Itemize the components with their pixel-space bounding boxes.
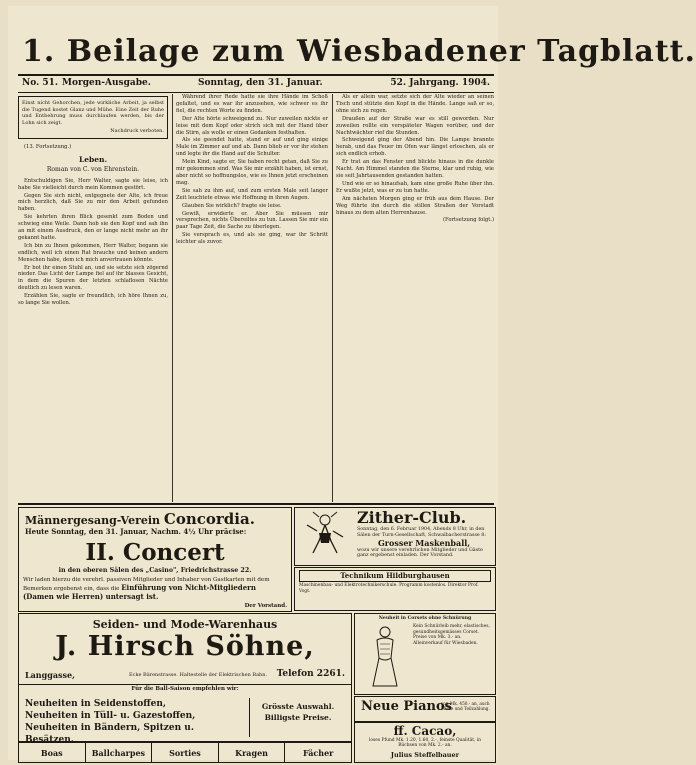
novelty-item: Neuheiten in Seidenstoffen, xyxy=(25,699,167,709)
piano-text: von Mk. 450.- an, auch Miete und Teilzahlung. xyxy=(441,701,490,712)
cacao-ad xyxy=(354,722,496,763)
accessory-row xyxy=(19,741,351,763)
novelty-item: Neuheiten in Tüll- u. Gazestoffen, xyxy=(25,711,196,721)
store-street: Langgasse, xyxy=(25,670,75,680)
concert-headline: II. Concert xyxy=(85,539,225,566)
accessory-item: Kragen xyxy=(219,743,286,763)
concert-emphasis: Einführung von Nicht-Mitgliedern (Damen wie Herren) untersagt ist. xyxy=(23,583,256,601)
paragraph: Draußen auf der Straße war es still geworden. Nur zuweilen rollte ein verspäteter Wagen vorüber, und der Nachtwächter rief die Stunden. xyxy=(336,115,494,136)
paragraph: Gewiß, erwiderte er. Aber Sie müssen mir versprechen, nichts Übereiltes zu tun. Lassen Sie mir ein paar Tage Zeit, die Sache zu überlegen. xyxy=(176,210,328,231)
column-divider xyxy=(172,94,173,502)
cacao-title: ff. Cacao, xyxy=(393,724,457,738)
piano-title: Neue Pianos xyxy=(361,699,452,714)
volume-year: 52. Jahrgang. 1904. xyxy=(390,78,490,88)
paragraph: Sie sah zu ihm auf, und zum ersten Male seit langer Zeit leuchtete etwas wie Hoffnung in ihren Augen. xyxy=(176,187,328,201)
feuilleton-author: Roman von C. von Ehrenstein. xyxy=(46,165,140,173)
paragraph: Ich bin zu Ihnen gekommen, Herr Walter, begann sie endlich, weil ich einen Rat brauche und keinen andern Menschen habe, dem ich mich anvertrauen könnte. xyxy=(18,242,168,263)
accessory-item: Fächer xyxy=(302,748,334,758)
store-name: J. Hirsch Söhne, xyxy=(55,631,315,662)
club-name xyxy=(25,510,285,528)
piano-ad xyxy=(354,696,496,722)
paragraph: Während ihrer Rede hatte sie ihre Hände im Schoß gefaltet, und es war ihr anzusehen, wie schwer es ihr fiel, die rechten Worte zu finden. xyxy=(176,94,328,114)
concert-date: Heute Sonntag, den 31. Januar, Nachm. 4½ Uhr präcise: xyxy=(25,527,247,536)
newspaper-title: 1. Beilage zum Wiesbadener Tagblatt. xyxy=(22,34,696,69)
technikum-text: Maschinenbau- und Elektrotechnikerschule. Programm kostenlos. Direktor Prof. Vogt. xyxy=(299,583,479,594)
newspaper-page xyxy=(8,6,696,760)
concert-venue: in den oberen Sälen des „Casino", Friedrichstrasse 22. xyxy=(58,567,252,574)
dateline xyxy=(18,74,494,93)
reprint-note: (13. Fortsetzung.) xyxy=(24,143,72,150)
notice-text: Einst nicht Gehorchen, jede wirkliche Arbeit, ja selbst die Tugend kostet Glanz und Mühe. Eine Zeit der Ruhe und Entbehrung muss durchlaufen werden, bis der Lohn sich zeigt. xyxy=(22,100,164,126)
paragraph: Sie versprach es, und als sie ging, war ihr Schritt leichter als zuvor. xyxy=(176,232,328,246)
technikum-title: Technikum Hildburghausen xyxy=(299,570,491,582)
accessory-item: Boas xyxy=(19,743,86,763)
corset-title: Neuheit in Corsets ohne Schnürung xyxy=(378,616,472,621)
club-title: Concordia. xyxy=(163,510,255,528)
concordia-concert-ad xyxy=(18,507,292,612)
notice-signature: Nachdruck verboten. xyxy=(110,128,164,135)
novelty-list xyxy=(25,698,245,746)
paragraph: Als sie geendet hatte, stand er auf und ging einige Male im Zimmer auf und ab. Dann blieb er vor ihr stehen und legte ihr die Hand auf die Schulter. xyxy=(176,137,328,158)
corset-text: Kein Schnürleib mehr, elastisches, gesundheitsgemässes Corset. Preise von Mk. 3.- an. Alleinverkauf für Wiesbaden. xyxy=(413,624,490,646)
hirsch-soehne-ad xyxy=(18,613,352,763)
jester-illustration-icon xyxy=(299,511,351,555)
zither-date: Sonntag, den 6. Februar 1904, Abends 8 Uhr, in den Sälen der Turn-Gesellschaft, Schwalbacherstrasse 8: xyxy=(357,527,486,538)
continued-note: (Fortsetzung folgt.) xyxy=(442,217,494,224)
feuilleton-title: Leben. xyxy=(78,154,108,164)
boxed-notice xyxy=(18,96,168,139)
corset-ad xyxy=(354,613,496,695)
paragraph: Gegen Sie sich nicht, entgegnete der Alte, ich freue mich herzlich, daß Sie zu mir den Arbeit gefunden haben. xyxy=(18,192,168,213)
ball-season-line: Für die Ball-Saison empfehlen wir: xyxy=(131,686,239,692)
concert-signature: Der Vorstand. xyxy=(244,603,287,609)
store-address-detail: Ecke Bärenstrasse. Haltestelle der Elektrischen Bahn. xyxy=(129,672,268,678)
column-divider xyxy=(332,94,333,502)
zither-info xyxy=(357,527,491,559)
store-type: Seiden- und Mode-Warenhaus xyxy=(92,618,278,631)
article-columns xyxy=(18,94,494,502)
issue-date: Sonntag, den 31. Januar. xyxy=(198,78,323,88)
accessory-item: Ballcharpes xyxy=(86,743,153,763)
paragraph: Erzählen Sie, sagte er freundlich, ich höre Ihnen zu, so lange Sie wollen. xyxy=(18,293,168,307)
paragraph: Entschuldigen Sie, Herr Walter, sagte sie leise, ich habe Sie vielleicht durch mein Kommen gestört. xyxy=(18,177,168,191)
column-2 xyxy=(176,94,328,502)
corset-figure-icon xyxy=(361,624,409,688)
paragraph: Und wie er so hinaufsah, kam eine große Ruhe über ihn. Er wußte jetzt, was er zu tun hatte. xyxy=(336,180,494,194)
advertisement-divider xyxy=(18,503,494,505)
paragraph: Mein Kind, sagte er, Sie haben recht getan, daß Sie zu mir gekommen sind. Was Sie mir erzählt haben, ist ernst, aber nicht so hoffnungslos, wie es Ihnen jetzt erscheinen mag. xyxy=(176,159,328,186)
paragraph: Glauben Sie wirklich? fragte sie leise. xyxy=(182,202,282,209)
selection-line: Grösste Auswahl. xyxy=(261,702,335,711)
paragraph: Sie kehrten ihren Blick gesenkt zum Boden und schwieg eine Weile. Dann hob sie den Kopf und sah ihn an mit einem Ausdruck, den er lange nicht mehr an ihr gekannt hatte. xyxy=(18,214,168,241)
zither-club-ad xyxy=(294,507,496,566)
club-prefix: Männergesang-Verein xyxy=(25,514,161,527)
technikum-ad xyxy=(294,567,496,611)
zither-club-name: Zither-Club. xyxy=(357,508,467,527)
column-1 xyxy=(18,94,168,502)
zither-event: Grosser Maskenball, xyxy=(377,537,471,548)
store-telephone: Telefon 2261. xyxy=(276,669,345,679)
zither-detail: wozu wir unsere verehrlichen Mitglieder und Gäste ganz ergebenst einladen. Der Vorstand. xyxy=(357,547,483,559)
paragraph: Am nächsten Morgen ging er früh aus dem Hause. Der Weg führte ihn durch die stillen Straßen der Vorstadt hinaus zu dem alten Herrenhause. xyxy=(336,195,494,216)
paragraph: Der Alte hörte schweigend zu. Nur zuweilen nickte er leise mit dem Kopf oder strich sich mit der Hand über die Stirn, als wolle er einen Gedanken festhalten. xyxy=(176,115,328,136)
paragraph: Er trat an das Fenster und blickte hinaus in die dunkle Nacht. Am Himmel standen die Sterne, klar und ruhig, wie sie seit Jahrtausenden gestanden hatten. xyxy=(336,159,494,179)
paragraph: Er bot ihr einen Stuhl an, und sie setzte sich zögernd nieder. Das Licht der Lampe fiel auf ihr blasses Gesicht, in dem die Spuren der letzten schlaflosen Nächte deutlich zu lesen waren. xyxy=(18,264,168,292)
divider xyxy=(19,684,351,685)
paragraph: Schweigend ging der Abend hin. Die Lampe brannte herab, und das Feuer im Ofen war längst erloschen, als er sich endlich erhob. xyxy=(336,137,494,158)
column-3 xyxy=(336,94,494,502)
paragraph: Als er allein war, setzte sich der Alte wieder an seinen Tisch und stützte den Kopf in die Hände. Lange saß er so, ohne sich zu regen. xyxy=(336,94,494,114)
accessory-item: Sorties xyxy=(152,743,219,763)
concert-text xyxy=(23,577,287,602)
issue-number: No. 51. xyxy=(22,78,58,88)
selection-line: Billigste Preise. xyxy=(264,713,332,722)
cacao-firm: Julius Steffelbauer xyxy=(390,751,460,759)
selection-box xyxy=(249,698,346,737)
edition: Morgen-Ausgabe. xyxy=(62,78,151,88)
novelty-item: Neuheiten in Bändern, Spitzen u. Besätzen. xyxy=(25,723,194,745)
cacao-text: loses Pfund Mk. 1.20, 1.60, 2.-, feinste Qualität, in Büchsen von Mk. 2.- an. xyxy=(368,738,482,749)
concert-note: Wir laden hierzu die verehrl. passiven Mitglieder und Inhaber von Gastkarten mit dem Bemerken ergebenst ein, dass die xyxy=(23,577,270,592)
